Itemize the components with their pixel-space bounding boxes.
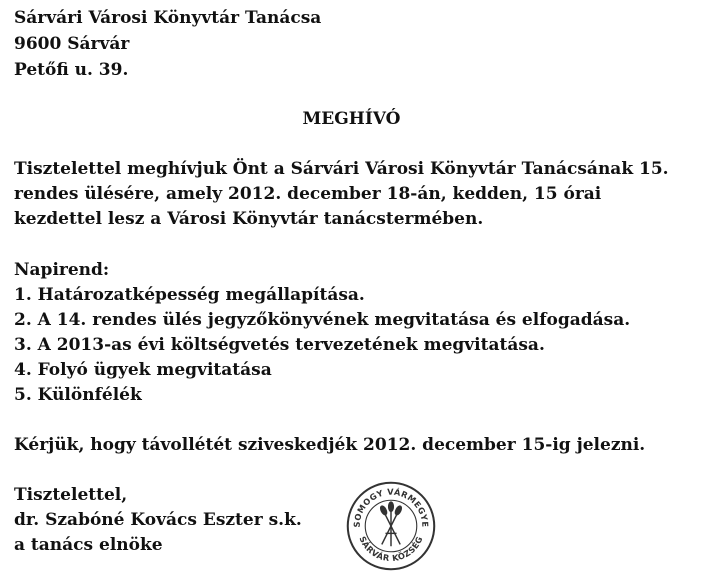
agenda-item-4: 4. Folyó ügyek megvitatása — [14, 360, 272, 380]
stamp-top-text: SOMOGY VÁRMEGYE — [351, 486, 431, 528]
agenda-item-2: 2. A 14. rendes ülés jegyzőkönyvének megvitatása és elfogadása. — [14, 310, 631, 330]
sender-name: Sárvári Városi Könyvtár Tanácsa — [14, 8, 322, 28]
document-title: MEGHÍVÓ — [302, 109, 401, 129]
sender-street: Petőfi u. 39. — [14, 60, 129, 80]
sender-city: 9600 Sárvár — [14, 34, 130, 54]
invitation-line-1: Tisztelettel meghívjuk Önt a Sárvári Városi Könyvtár Tanácsának 15. — [14, 159, 669, 179]
request-text: Kérjük, hogy távollétét sziveskedjék 2012. december 15-ig jelezni. — [14, 435, 646, 455]
invitation-line-3: kezdettel lesz a Városi Könyvtár tanácstermében. — [14, 209, 484, 229]
stamp-bottom-text: SÁRVÁR KÖZSÉG — [357, 534, 425, 564]
invitation-line-2: rendes ülésére, amely 2012. december 18-án, kedden, 15 órai — [14, 184, 602, 204]
agenda-item-5: 5. Különfélék — [14, 385, 142, 405]
wheat-emblem-icon — [380, 502, 403, 546]
closing-greeting: Tisztelettel, — [14, 485, 128, 505]
official-stamp — [345, 480, 437, 572]
agenda-heading: Napirend: — [14, 260, 110, 280]
agenda-item-3: 3. A 2013-as évi költségvetés tervezetének megvitatása. — [14, 335, 545, 355]
signer-name: dr. Szabóné Kovács Eszter s.k. — [14, 510, 302, 530]
signer-role: a tanács elnöke — [14, 535, 163, 555]
agenda-item-1: 1. Határozatképesség megállapítása. — [14, 285, 365, 305]
